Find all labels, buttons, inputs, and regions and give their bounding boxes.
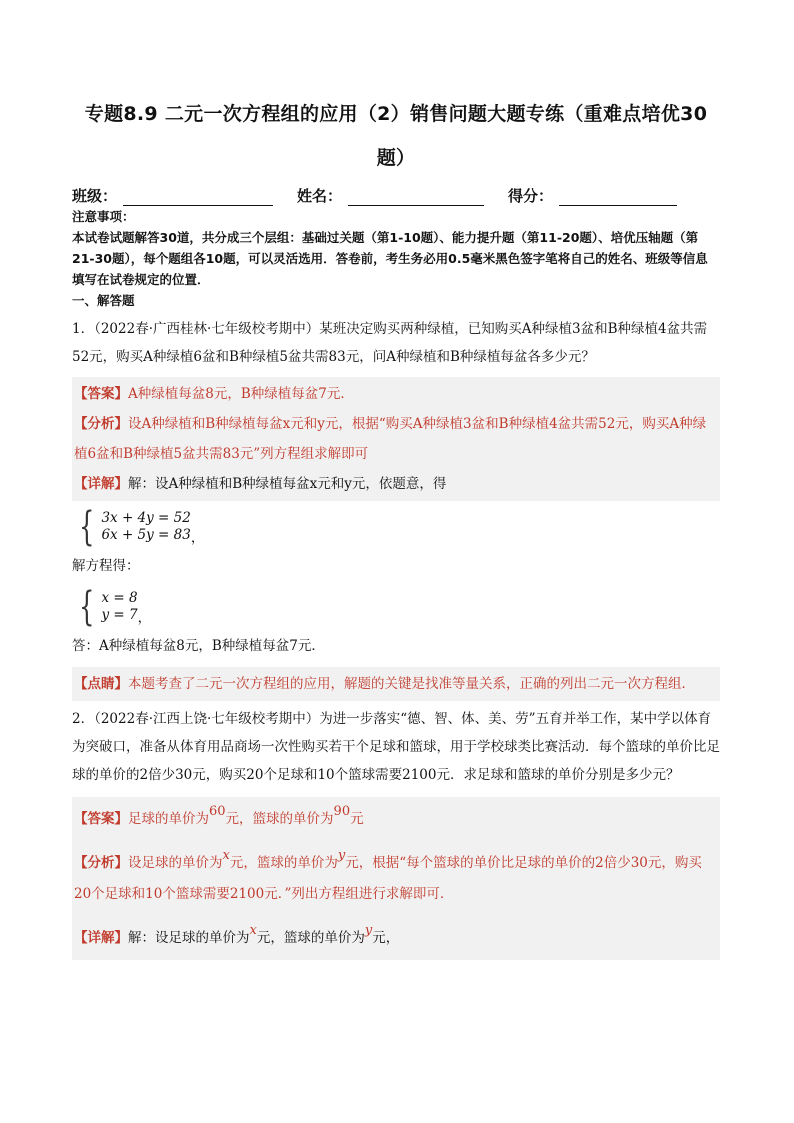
q1-solution-x: x = 8 xyxy=(101,590,138,606)
q2-answer-tag: 【答案】 xyxy=(74,811,128,827)
score-blank[interactable] xyxy=(559,189,677,206)
q2-analysis-text-c: 元，根据“每个篮球的单价比足球的单价的2倍少30元，购买20个足球和10个篮球需要2100元．”列出方程组进行求解即可． xyxy=(74,855,702,902)
q1-equation-comma: ， xyxy=(190,530,205,546)
class-blank[interactable] xyxy=(123,189,273,206)
q2-analysis-tag: 【分析】 xyxy=(74,855,128,871)
name-blank[interactable] xyxy=(348,189,484,206)
question-2-stem: 2．（2022春·江西上饶·七年级校考期中）为进一步落实“德、智、体、美、劳”五育并举工作，某中学以体育为突破口，准备从体育用品商场一次性购买若干个足球和篮球，用于学校球类比赛活动．每个篮球的单价比足球的单价的2倍少30元，购买20个足球和10个篮球需要2100元．求足球和篮球的单价分别是多少元？ xyxy=(72,711,720,783)
question-1-comment-box xyxy=(72,667,720,701)
q1-analysis xyxy=(74,409,718,469)
left-brace-icon: { xyxy=(79,584,95,630)
title-line-2: 题） xyxy=(376,147,416,169)
class-label: 班级： xyxy=(72,187,118,205)
q2-detail-var-y: y xyxy=(364,923,373,938)
q1-analysis-tag: 【分析】 xyxy=(74,416,128,432)
q2-analysis xyxy=(74,848,718,909)
score-label: 得分： xyxy=(508,187,554,205)
q2-answer-text-c: 元 xyxy=(350,811,364,827)
q1-solutions xyxy=(101,590,137,624)
q2-detail-tag: 【详解】 xyxy=(74,930,128,946)
q1-answer-tag: 【答案】 xyxy=(74,386,128,402)
notice-section xyxy=(72,206,720,290)
q1-answer xyxy=(74,379,718,409)
question-2-answer-box xyxy=(72,797,720,960)
q2-detail-text-a: 解：设足球的单价为 xyxy=(128,930,250,946)
q2-answer-text-a: 足球的单价为 xyxy=(128,811,209,827)
q2-answer-text-b: 元，篮球的单价为 xyxy=(225,811,334,827)
q1-comment-tag: 【点睛】 xyxy=(74,676,128,692)
q1-conclusion: 答：A种绿植每盆8元，B种绿植每盆7元． xyxy=(72,638,325,654)
question-1-stem: 1．（2022春·广西桂林·七年级校考期中）某班决定购买两种绿植，已知购买A种绿植3盆和B种绿植4盆共需52元，购买A种绿植6盆和B种绿植5盆共需83元，问A种绿植和B种绿植每盆各多少元？ xyxy=(72,321,708,365)
q1-comment xyxy=(74,669,718,699)
q2-analysis-text-b: 元，篮球的单价为 xyxy=(229,855,338,871)
section-heading: 一、解答题 xyxy=(72,293,135,308)
q2-analysis-text-a: 设足球的单价为 xyxy=(128,855,223,871)
q1-equation-system xyxy=(74,504,720,550)
q1-detail xyxy=(74,469,718,499)
title-line-1: 专题8.9 二元一次方程组的应用（2）销售问题大题专练（重难点培优30 xyxy=(84,103,708,125)
q1-comment-text: 本题考查了二元一次方程组的应用，解题的关键是找准等量关系，正确的列出二元一次方程组． xyxy=(128,676,695,692)
question-1-answer-box xyxy=(72,377,720,501)
q1-answer-text: A种绿植每盆8元，B种绿植每盆7元． xyxy=(128,386,354,402)
q2-analysis-var-x: x xyxy=(222,848,230,863)
page-title xyxy=(72,92,720,180)
q1-detail-tag: 【详解】 xyxy=(74,476,128,492)
q1-solution-y: y = 7 xyxy=(101,607,138,623)
q2-detail-text-c: 元， xyxy=(372,930,400,946)
student-info-row xyxy=(72,180,720,206)
q2-detail-var-x: x xyxy=(249,923,257,938)
q2-analysis-var-y: y xyxy=(337,848,346,863)
q1-solve-label: 解方程得： xyxy=(72,558,140,574)
class-field xyxy=(72,185,273,206)
q1-analysis-text: 设A种绿植和B种绿植每盆x元和y元，根据“购买A种绿植3盆和B种绿植4盆共需52元，购买A种绿植6盆和B种绿植5盆共需83元”列方程组求解即可 xyxy=(74,416,707,462)
q2-answer-value-2: 90 xyxy=(333,804,351,819)
q1-solution-system xyxy=(74,584,720,630)
q1-equation-1: 3x + 4y = 52 xyxy=(101,510,191,526)
notice-body: 本试卷试题解答30道，共分成三个层组：基础过关题（第1-10题）、能力提升题（第11-20题）、培优压轴题（第21-30题），每个题组各10题，可以灵活选用．答卷前，考生务必用0.5毫米黑色签字笔将自己的姓名、班级等信息填写在试卷规定的位置． xyxy=(72,230,708,287)
q1-equation-2: 6x + 5y = 83 xyxy=(101,527,191,543)
name-label: 姓名： xyxy=(297,187,343,205)
q2-detail-text-b: 元，篮球的单价为 xyxy=(256,930,365,946)
notice-heading: 注意事项： xyxy=(72,209,135,224)
name-field xyxy=(297,185,484,206)
q2-detail xyxy=(74,919,718,958)
q2-answer xyxy=(74,799,718,840)
q1-equations xyxy=(101,510,190,544)
q1-solution-comma: ， xyxy=(137,610,152,626)
document-page xyxy=(72,92,720,960)
q2-answer-value-1: 60 xyxy=(209,804,226,819)
q1-detail-text: 解：设A种绿植和B种绿植每盆x元和y元，依题意，得 xyxy=(128,476,447,492)
score-field xyxy=(508,185,677,206)
left-brace-icon: { xyxy=(79,504,95,550)
